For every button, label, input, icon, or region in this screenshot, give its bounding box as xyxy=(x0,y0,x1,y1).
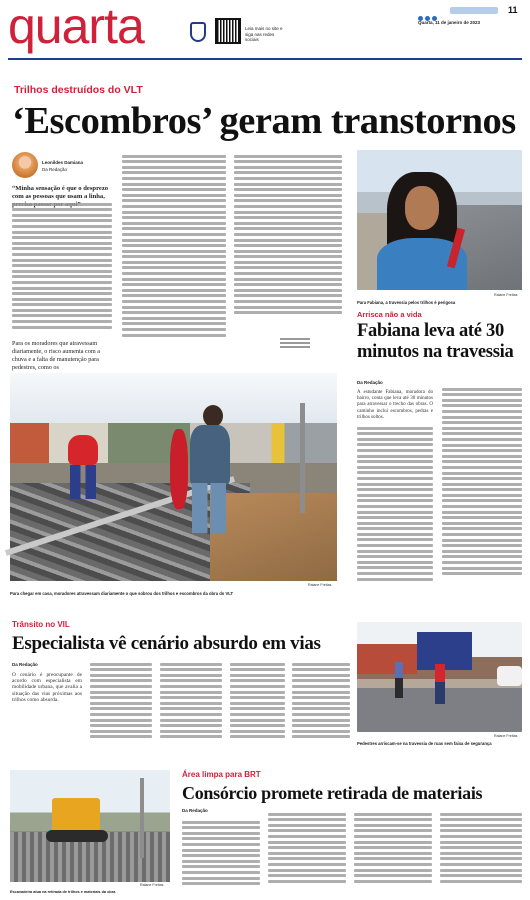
excavator-tracks xyxy=(46,830,108,842)
excavator-photo-caption: Escavadeira atua na retirada de trilhos e materiais da obra xyxy=(10,890,116,894)
utility-pole-2 xyxy=(140,778,144,858)
date-line: Quarta, 11 de janeiro de 2023 xyxy=(418,20,481,25)
traffic-col5-text xyxy=(292,660,350,750)
author-name: Leonildes Damiana xyxy=(42,160,84,165)
side-headline: Fabiana leva até 30 minutos na travessia xyxy=(357,321,514,362)
main-col1-tail: Para os moradores que atravessam diariamente, o risco aumenta com a chuva e a falta de manutenção para pedestres, como os xyxy=(12,340,100,371)
red-cloth xyxy=(170,429,188,509)
street-photo xyxy=(357,622,522,732)
bottom-col4-text xyxy=(440,810,522,896)
page-header xyxy=(0,0,530,60)
publication-seal-icon xyxy=(190,22,206,42)
excavator-photo xyxy=(10,770,170,882)
pedestrian-head xyxy=(203,405,223,427)
side-col1-text xyxy=(357,424,433,594)
bottom-headline: Consórcio promete retirada de materiais xyxy=(182,783,483,803)
main-col2-text xyxy=(122,152,226,352)
qr-caption: Leia mais no site e siga nas redes sociais xyxy=(245,26,283,42)
building-red xyxy=(357,644,417,674)
woman-face xyxy=(405,186,439,230)
dirt-ground xyxy=(210,493,337,581)
bottom-col3-text xyxy=(354,810,432,896)
traffic-kicker: Trânsito no VIL xyxy=(12,620,70,629)
header-rule xyxy=(8,58,522,60)
bottom-byline: Da Redação xyxy=(182,808,208,813)
traffic-byline: Da Redação xyxy=(12,662,38,667)
traffic-col2-text xyxy=(90,660,152,750)
fabiana-photo-credit: Raiane Freitas xyxy=(494,293,518,297)
pedestrian-blue-shirt xyxy=(190,425,230,485)
traffic-headline: Especialista vê cenário absurdo em vias xyxy=(12,633,321,654)
white-car xyxy=(497,666,522,686)
main-col3-text xyxy=(234,152,342,327)
newspaper-logo xyxy=(450,7,498,14)
side-kicker: Arrisca não a vida xyxy=(357,310,422,319)
main-kicker: Trilhos destruídos do VLT xyxy=(14,84,143,96)
side-body-lead: A estudante Fabiana, moradora do bairro, conta que leva até 30 minutos para atravessar o trecho das obras. O caminho inclui escombros, pedras e trilhos soltos. xyxy=(357,390,433,420)
excavator-body xyxy=(52,798,100,832)
pedestrian-2 xyxy=(435,664,445,704)
traffic-col3-text xyxy=(160,660,222,750)
qr-code-icon xyxy=(215,18,241,44)
bottom-col2-text xyxy=(268,810,346,896)
side-col2-text xyxy=(442,385,522,595)
bottom-col1-text xyxy=(182,818,260,896)
street-photo-credit: Raiane Freitas xyxy=(494,734,518,738)
col3-separator xyxy=(280,338,310,348)
author-role: Da Redação xyxy=(42,167,68,172)
pedestrian-jeans xyxy=(192,483,226,533)
railway-photo-credit: Raiane Freitas xyxy=(308,583,332,587)
traffic-body-lead: O cenário é preocupante de acordo com especialista em mobilidade urbana, que avalia a situação das vias próximas aos trilhos como absurda. xyxy=(12,672,82,703)
author-avatar xyxy=(12,152,38,178)
pedestrian-red-shirt xyxy=(68,435,98,465)
railway-photo-caption: Para chegar em casa, moradores atravessam diariamente o que sobrou dos trilhos e escombros da obra do VLT xyxy=(10,591,234,596)
pedestrian-1 xyxy=(395,662,403,698)
main-lead-quote: “Minha sensação é que o desprezo com as pessoas que usam a linha, xyxy=(12,185,109,200)
utility-pole xyxy=(300,403,305,513)
pedestrian-red-legs xyxy=(70,465,96,499)
main-headline: ‘Escombros’ geram transtornos xyxy=(12,100,516,142)
railway-photo xyxy=(10,373,337,581)
section-title: quarta xyxy=(8,0,144,54)
fabiana-photo xyxy=(357,150,522,290)
page-number: 11 xyxy=(508,5,518,15)
bottom-kicker: Área limpa para BRT xyxy=(182,770,261,779)
excavator-photo-credit: Raiane Freitas xyxy=(140,883,164,887)
traffic-col4-text xyxy=(230,660,285,750)
fabiana-photo-caption: Para Fabiana, a travessia pelos trilhos é perigosa xyxy=(357,300,456,305)
street-photo-caption: Pedestres arriscam-se na travessia de ruas sem faixa de segurança xyxy=(357,741,492,746)
main-col1-text xyxy=(12,200,112,340)
side-byline: Da Redação xyxy=(357,380,383,385)
